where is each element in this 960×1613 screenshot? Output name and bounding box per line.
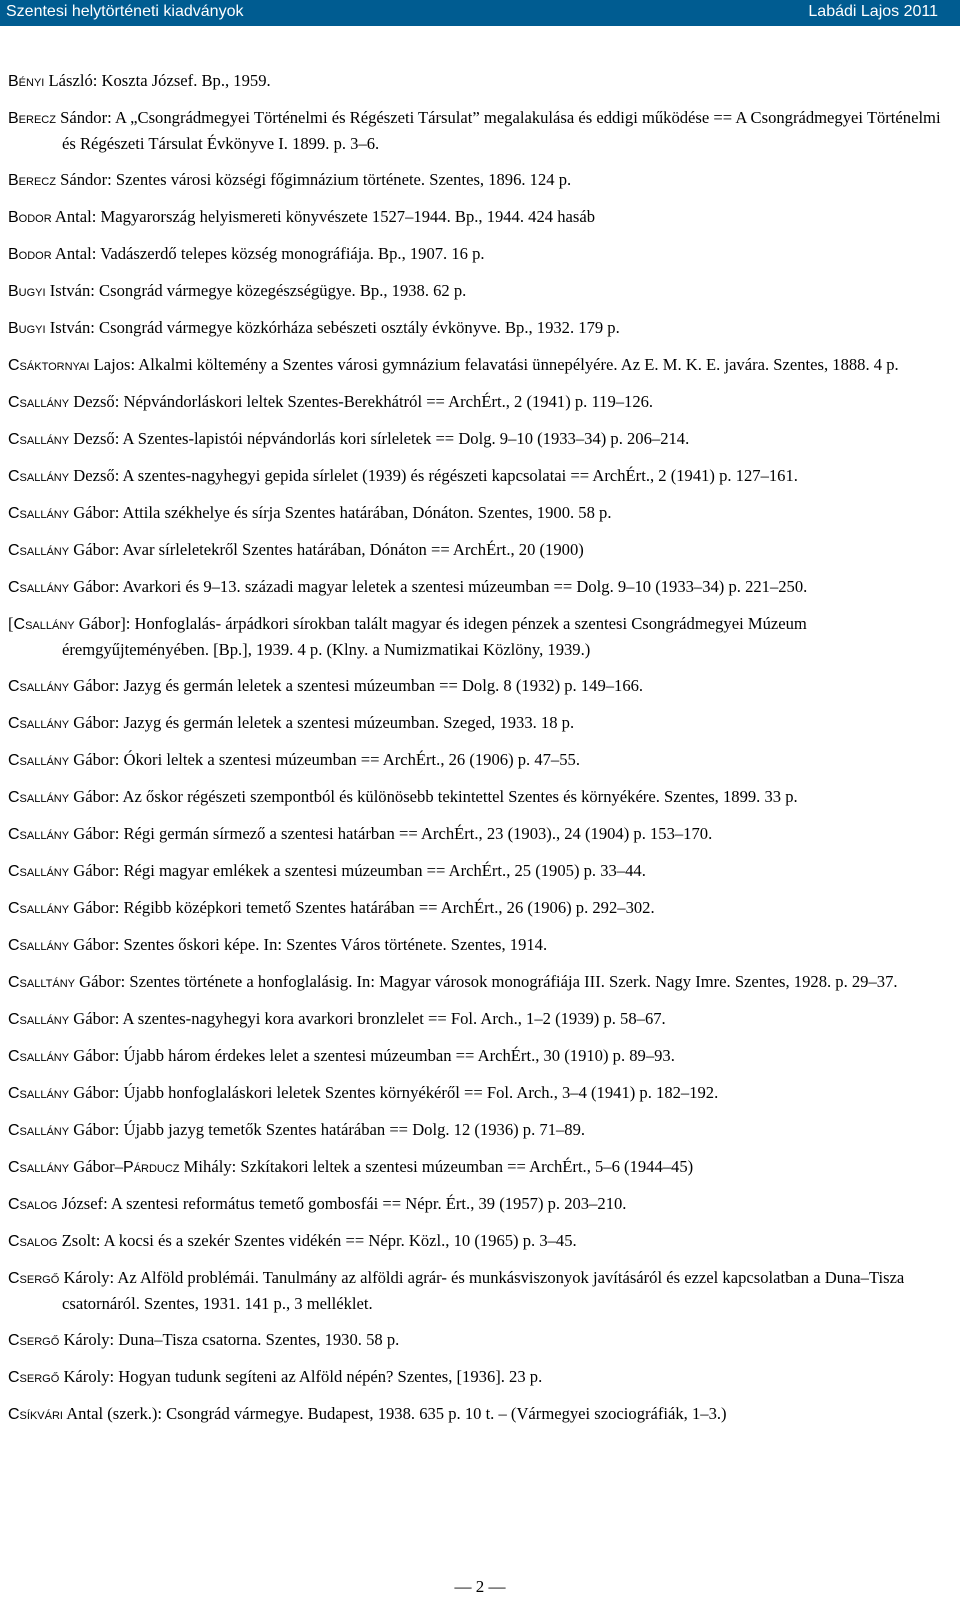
bibliography-entry (8, 1401, 943, 1427)
author-surname: Csallány (8, 431, 70, 448)
entry-text: Gábor: Avarkori és 9–13. századi magyar leletek a szentesi múzeumban == Dolg. 9–10 (1933–34) p. 221–250. (69, 577, 808, 596)
entry-text: Gábor: Régibb középkori temető Szentes határában == ArchÉrt., 26 (1906) p. 292–302. (69, 898, 655, 917)
author-surname: Csergő (8, 1270, 60, 1287)
author-surname: Csallány (8, 1048, 70, 1065)
bibliography-entry (8, 389, 943, 415)
author-surname: Csallány (8, 505, 70, 522)
author-surname: Csallány (8, 678, 70, 695)
entry-text: Károly: Duna–Tisza csatorna. Szentes, 1930. 58 p. (59, 1330, 400, 1349)
bibliography-entry (8, 241, 943, 267)
bibliography-entry (8, 710, 943, 736)
entry-text-continued: Mihály: Szkítakori leltek a szentesi múzeumban == ArchÉrt., 5–6 (1944–45) (179, 1157, 694, 1176)
bibliography-entry (8, 1154, 943, 1180)
entry-text: Zsolt: A kocsi és a szekér Szentes vidékén == Népr. Közl., 10 (1965) p. 3–45. (57, 1231, 577, 1250)
author-surname: Csallány (8, 937, 70, 954)
bibliography-entry (8, 1364, 943, 1390)
bibliography-entry (8, 1006, 943, 1032)
bibliography-entry (8, 278, 943, 304)
author-surname: Csallány (8, 826, 70, 843)
bibliography-entry (8, 574, 943, 600)
author-surname: Csergő (8, 1369, 60, 1386)
entry-text: Dezső: A szentes-nagyhegyi gepida sírlelet (1939) és régészeti kapcsolatai == ArchÉrt., 2 (1941) p. 127–161. (69, 466, 798, 485)
bibliography-entry (8, 673, 943, 699)
author-surname: Csallány (8, 468, 70, 485)
author-surname: Csallány (8, 1011, 70, 1028)
entry-text: József: A szentesi református temető gombosfái == Népr. Ért., 39 (1957) p. 203–210. (57, 1194, 627, 1213)
author-surname: Csallány (8, 863, 70, 880)
entry-text: István: Csongrád vármegye közkórháza sebészeti osztály évkönyve. Bp., 1932. 179 p. (45, 318, 620, 337)
entry-text: Károly: Az Alföld problémái. Tanulmány az alföldi agrár- és munkásviszonyok javításáról és ezzel kapcsolatban a Duna–Tisza csatornáról. Szentes, 1931. 141 p., 3 melléklet. (59, 1268, 905, 1313)
entry-text: Gábor: Régi magyar emlékek a szentesi múzeumban == ArchÉrt., 25 (1905) p. 33–44. (69, 861, 646, 880)
entry-text: László: Koszta József. Bp., 1959. (44, 71, 271, 90)
author-surname: Csíkvári (8, 1406, 63, 1423)
entry-text: Dezső: Népvándorláskori leltek Szentes-Berekhátról == ArchÉrt., 2 (1941) p. 119–126. (69, 392, 654, 411)
entry-text: Dezső: A Szentes-lapistói népvándorlás kori sírleletek == Dolg. 9–10 (1933–34) p. 206–214. (69, 429, 690, 448)
author-surname: Csallány (8, 579, 70, 596)
bibliography-entry (8, 500, 943, 526)
bibliography-entry (8, 426, 943, 452)
author-surname: Csergő (8, 1332, 60, 1349)
entry-prefix: [ (8, 614, 14, 633)
bibliography-entry (8, 821, 943, 847)
author-surname: Csáktornyai (8, 357, 90, 374)
author-surname: Csallány (8, 752, 70, 769)
author-surname: Csallány (13, 616, 75, 633)
header-series-title: Szentesi helytörténeti kiadványok (6, 3, 244, 20)
entry-text: Antal: Magyarország helyismereti könyvészete 1527–1944. Bp., 1944. 424 hasáb (51, 207, 596, 226)
bibliography-entry (8, 858, 943, 884)
entry-text: Gábor: Jazyg és germán leletek a szentesi múzeumban. Szeged, 1933. 18 p. (69, 713, 575, 732)
author-surname: Berecz (8, 110, 56, 127)
bibliography-entry (8, 969, 943, 995)
bibliography-entry (8, 932, 943, 958)
author-surname: Berecz (8, 172, 56, 189)
bibliography-entry (8, 537, 943, 563)
author-surname: Csallány (8, 900, 70, 917)
entry-text: István: Csongrád vármegye közegészségügye. Bp., 1938. 62 p. (45, 281, 467, 300)
bibliography-entry (8, 315, 943, 341)
entry-text: Gábor: Avar sírleletekről Szentes határában, Dónáton == ArchÉrt., 20 (1900) (69, 540, 584, 559)
bibliography-entry (8, 1228, 943, 1254)
author-surname: Csallány (8, 1159, 70, 1176)
entry-text: Antal: Vadászerdő telepes község monográfiája. Bp., 1907. 16 p. (51, 244, 485, 263)
author-surname: Csallány (8, 1085, 70, 1102)
bibliography-entry (8, 105, 943, 156)
entry-text: Sándor: A „Csongrádmegyei Történelmi és Régészeti Társulat” megalakulása és eddigi működése == A Csongrádmegyei Történelmi és Régészeti Társulat Évkönyve I. 1899. p. 3–6. (55, 108, 941, 153)
entry-text: Gábor: Szentes őskori képe. In: Szentes Város története. Szentes, 1914. (69, 935, 548, 954)
bibliography-entry (8, 167, 943, 193)
entry-text: Gábor: Az őskor régészeti szempontból és különösebb tekintettel Szentes és környékére. Szentes, 1899. 33 p. (69, 787, 798, 806)
bibliography-entry (8, 611, 943, 662)
entry-text: Sándor: Szentes városi községi főgimnázium története. Szentes, 1896. 124 p. (55, 170, 572, 189)
entry-text: Gábor: Újabb három érdekes lelet a szentesi múzeumban == ArchÉrt., 30 (1910) p. 89–93. (69, 1046, 675, 1065)
bibliography-entry (8, 1191, 943, 1217)
header-author-year: Labádi Lajos 2011 (808, 3, 938, 20)
entry-text: Gábor]: Honfoglalás- árpádkori sírokban talált magyar és idegen pénzek a szentesi Csongrádmegyei Múzeum éremgyűjteményében. [Bp.], 1939. 4 p. (Klny. a Numizmatikai Közlöny, 1939.) (62, 614, 807, 659)
bibliography-entry (8, 1265, 943, 1316)
bibliography-entry (8, 463, 943, 489)
bibliography-entry (8, 204, 943, 230)
entry-text: Gábor– (69, 1157, 124, 1176)
author-surname: Csallány (8, 789, 70, 806)
bibliography-entry (8, 68, 943, 94)
bibliography-entry (8, 352, 943, 378)
bibliography-entry (8, 1043, 943, 1069)
author-surname: Bodor (8, 246, 52, 263)
bibliography-list (8, 68, 943, 1438)
coauthor-surname: Párducz (123, 1159, 180, 1176)
entry-text: Gábor: Ókori leltek a szentesi múzeumban == ArchÉrt., 26 (1906) p. 47–55. (69, 750, 580, 769)
bibliography-entry (8, 1117, 943, 1143)
page-header (0, 0, 960, 26)
entry-text: Antal (szerk.): Csongrád vármegye. Budapest, 1938. 635 p. 10 t. – (Vármegyei szociográfiák, 1–3.) (62, 1404, 727, 1423)
author-surname: Bodor (8, 209, 52, 226)
entry-text: Gábor: Attila székhelye és sírja Szentes határában, Dónáton. Szentes, 1900. 58 p. (69, 503, 612, 522)
author-surname: Bugyi (8, 283, 46, 300)
bibliography-entry (8, 784, 943, 810)
author-surname: Csalog (8, 1233, 58, 1250)
entry-text: Gábor: Jazyg és germán leletek a szentesi múzeumban == Dolg. 8 (1932) p. 149–166. (69, 676, 644, 695)
entry-text: Gábor: Régi germán sírmező a szentesi határban == ArchÉrt., 23 (1903)., 24 (1904) p. 153–170. (69, 824, 713, 843)
author-surname: Bugyi (8, 320, 46, 337)
author-surname: Csallány (8, 715, 70, 732)
author-surname: Csallány (8, 394, 70, 411)
author-surname: Csalltány (8, 974, 75, 991)
bibliography-entry (8, 1327, 943, 1353)
entry-text: Lajos: Alkalmi költemény a Szentes városi gymnázium felavatási ünnepélyére. Az E. M. K. E. javára. Szentes, 1888. 4 p. (89, 355, 899, 374)
entry-text: Károly: Hogyan tudunk segíteni az Alföld népén? Szentes, [1936]. 23 p. (59, 1367, 543, 1386)
entry-text: Gábor: Újabb honfoglaláskori leletek Szentes környékéről == Fol. Arch., 3–4 (1941) p. 182–192. (69, 1083, 719, 1102)
page-number: — 2 — (454, 1577, 506, 1596)
author-surname: Csallány (8, 1122, 70, 1139)
bibliography-entry (8, 895, 943, 921)
author-surname: Csallány (8, 542, 70, 559)
bibliography-entry (8, 747, 943, 773)
entry-text: Gábor: Szentes története a honfoglalásig. In: Magyar városok monográfiája III. Szerk. Nagy Imre. Szentes, 1928. p. 29–37. (74, 972, 898, 991)
entry-text: Gábor: Újabb jazyg temetők Szentes határában == Dolg. 12 (1936) p. 71–89. (69, 1120, 586, 1139)
author-surname: Csalog (8, 1196, 58, 1213)
author-surname: Bényi (8, 73, 45, 90)
bibliography-entry (8, 1080, 943, 1106)
entry-text: Gábor: A szentes-nagyhegyi kora avarkori bronzlelet == Fol. Arch., 1–2 (1939) p. 58–67. (69, 1009, 666, 1028)
